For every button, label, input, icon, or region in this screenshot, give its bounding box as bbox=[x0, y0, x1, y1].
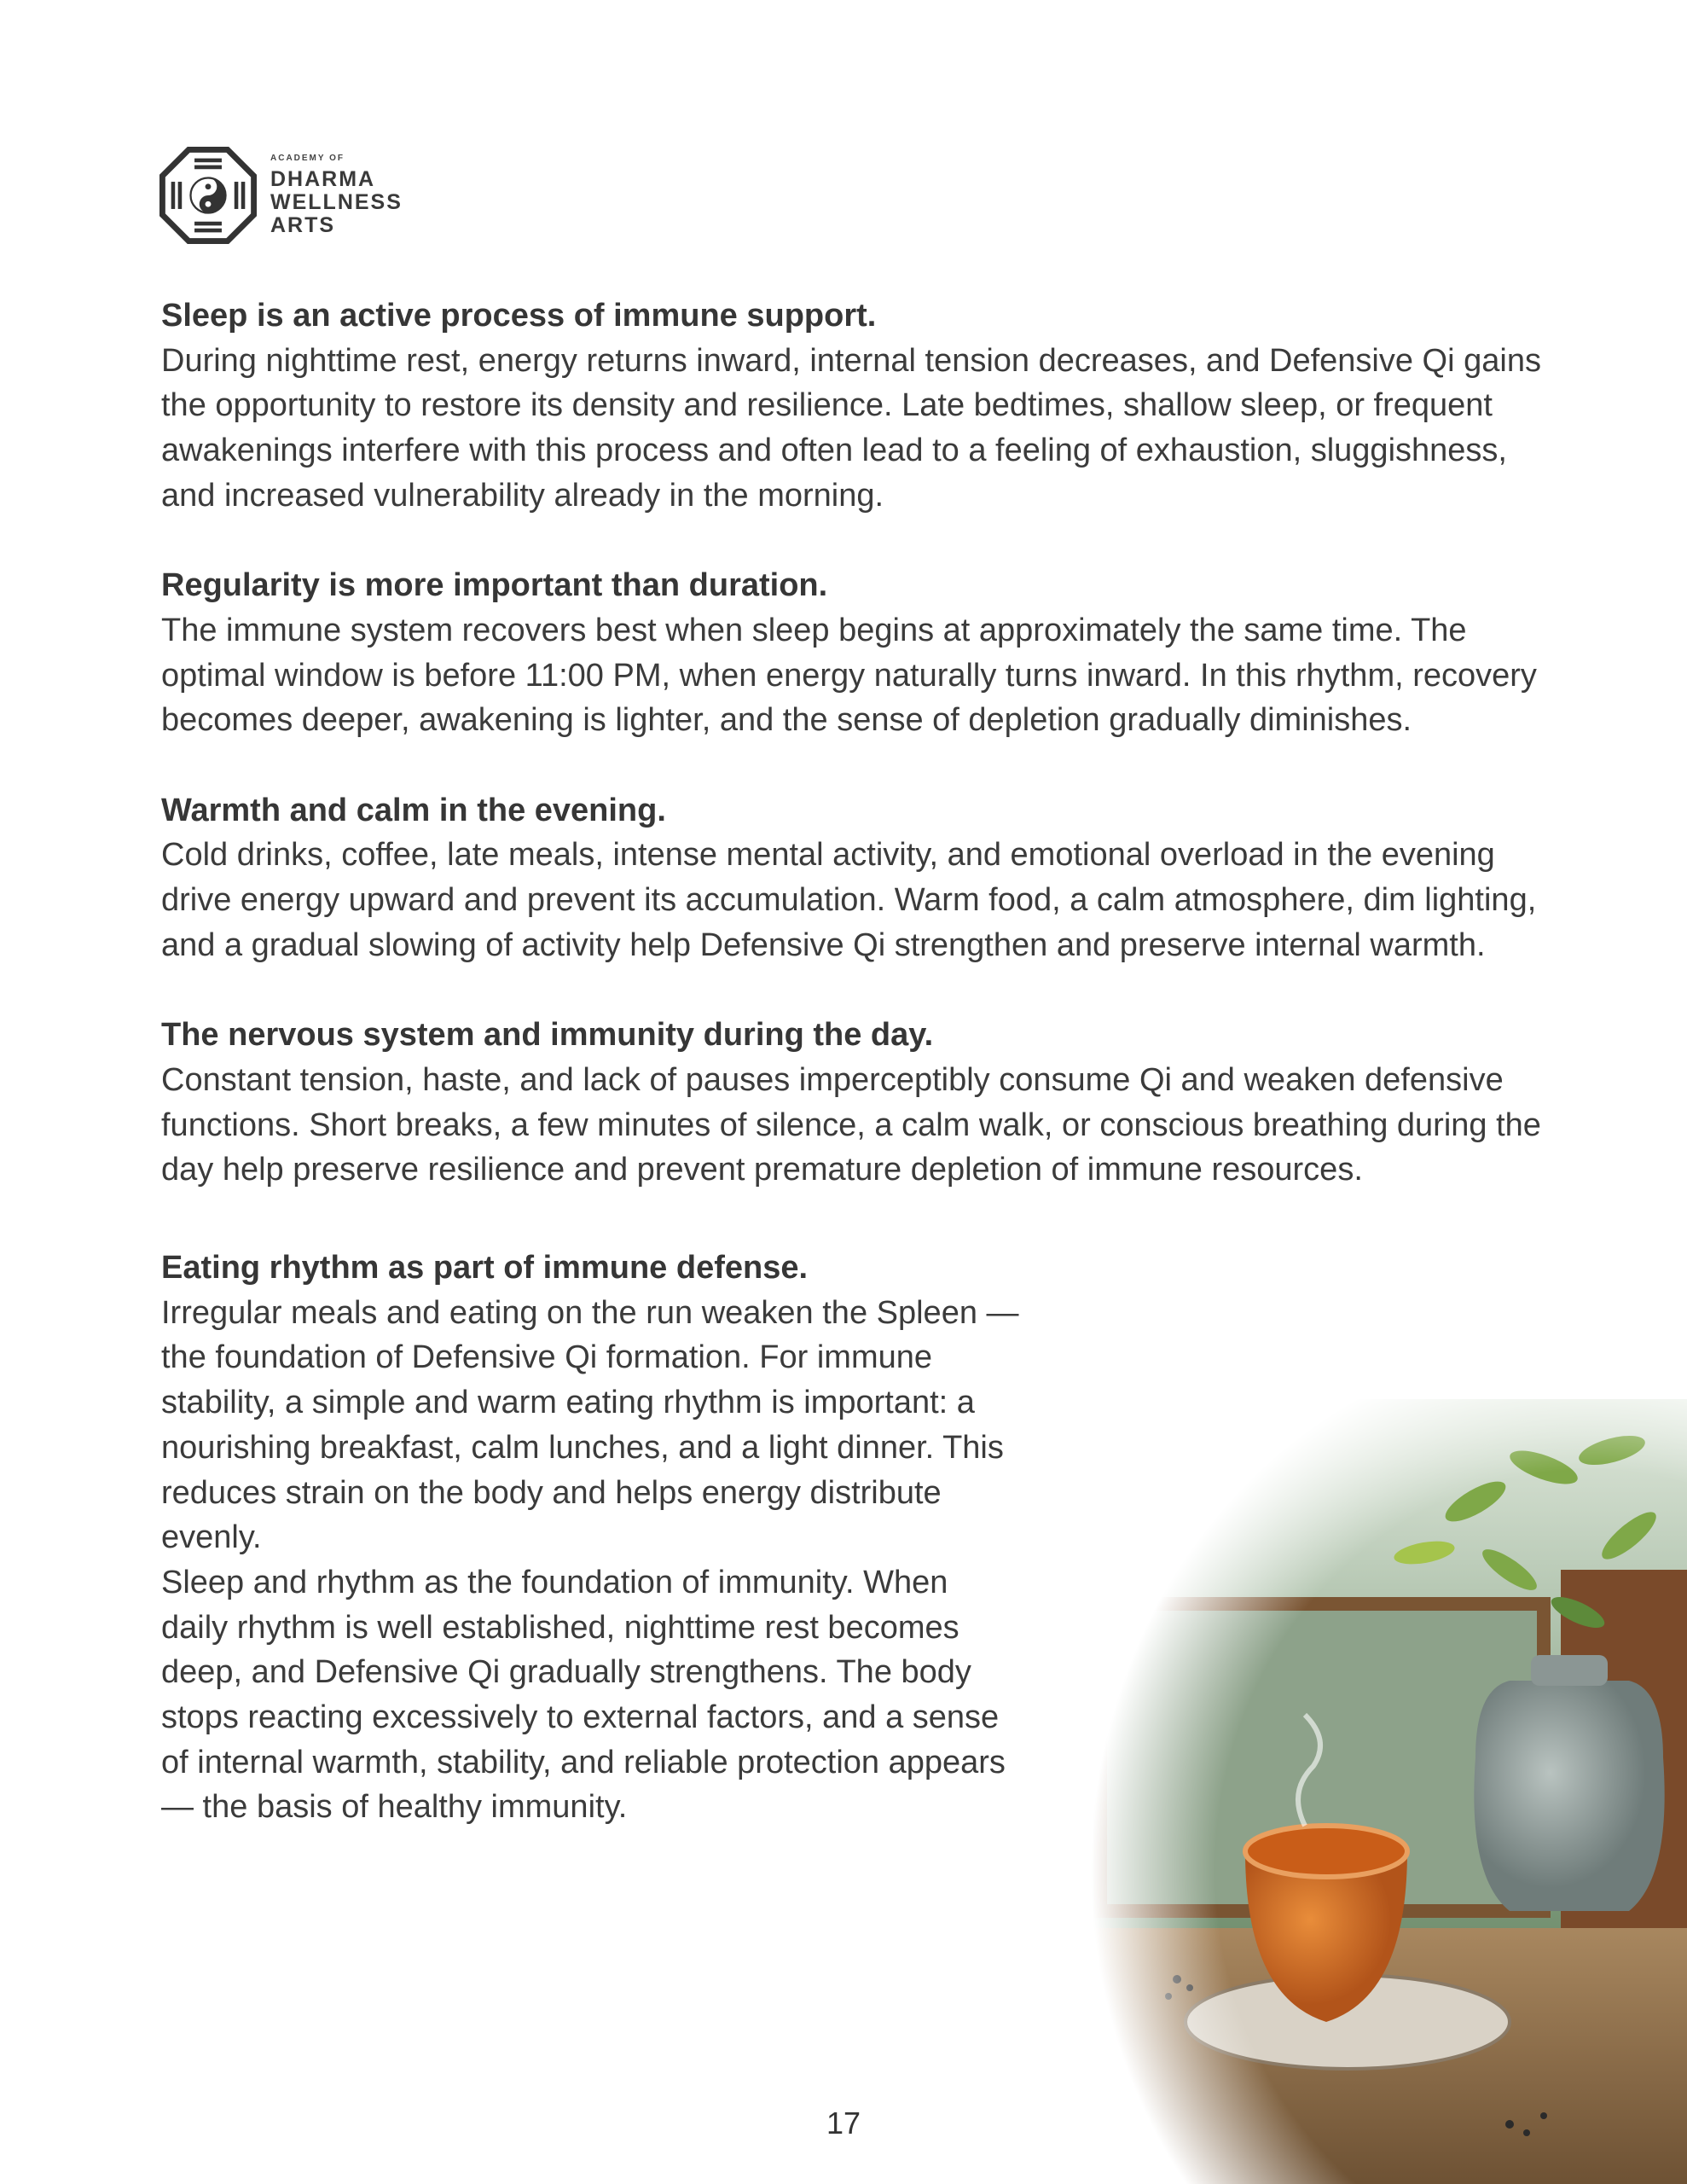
section-heading: Regularity is more important than duration. bbox=[161, 567, 828, 604]
section-heading: Sleep is an active process of immune support. bbox=[161, 298, 877, 334]
logo-text-academy: ACADEMY OF bbox=[270, 153, 345, 163]
section-heading: Warmth and calm in the evening. bbox=[161, 792, 666, 828]
page-number: 17 bbox=[826, 2106, 861, 2140]
section-body: The immune system recovers best when sleep begins at approximately the same time. The optimal window is before 11:00 PM, when energy naturally turns inward. In this rhythm, recovery becomes deeper, awakening is lighter, and the sense of depletion gradually diminishes. bbox=[161, 612, 1537, 739]
section-regularity bbox=[161, 563, 1568, 743]
academy-logo bbox=[159, 147, 403, 244]
bagua-yin-yang-icon bbox=[159, 147, 257, 244]
section-nervous-system bbox=[161, 1013, 1568, 1193]
section-evening bbox=[161, 788, 1568, 968]
section-sleep bbox=[161, 293, 1568, 519]
section-body: During nighttime rest, energy returns inward, internal tension decreases, and Defensive Qi gains the opportunity to restore its density and resilience. Late bedtimes, shallow sleep, or frequent awakenings interfere with this process and often lead to a feeling of exhaustion, sluggishness, and increased vulnerability already in the morning. bbox=[161, 342, 1541, 514]
section-eating-rhythm bbox=[161, 1246, 1023, 1830]
logo-text-arts: ARTS bbox=[270, 212, 336, 237]
logo-text-wellness: WELLNESS bbox=[270, 189, 403, 214]
section-body: Constant tension, haste, and lack of pauses imperceptibly consume Qi and weaken defensive functions. Short breaks, a few minutes of silence, a calm walk, or conscious breathing during the day help preserve resilience and prevent premature depletion of immune resources. bbox=[161, 1061, 1541, 1188]
section-body: Irregular meals and eating on the run weaken the Spleen — the foundation of Defensive Qi formation. For immune stability, a simple and warm eating rhythm is important: a nourishing breakfast, calm lunches, and a light dinner. This reduces strain on the body and helps energy distribute evenly. bbox=[161, 1294, 1019, 1556]
section-body-continued: Sleep and rhythm as the foundation of immunity. When daily rhythm is well established, nighttime rest becomes deep, and Defensive Qi gradually strengthens. The body stops reacting excessively to external factors, and a sense of internal warmth, stability, and reliable protection appears — the basis of healthy immunity. bbox=[161, 1564, 1006, 1826]
section-heading: The nervous system and immunity during the day. bbox=[161, 1017, 934, 1054]
logo-text-dharma: DHARMA bbox=[270, 166, 376, 191]
tea-cup-illustration bbox=[1032, 1399, 1687, 2184]
section-body: Cold drinks, coffee, late meals, intense mental activity, and emotional overload in the evening drive energy upward and prevent its accumulation. Warm food, a calm atmosphere, dim lighting, and a gradual slowing of activity help Defensive Qi strengthen and preserve internal warmth. bbox=[161, 837, 1537, 963]
section-heading: Eating rhythm as part of immune defense. bbox=[161, 1250, 809, 1287]
